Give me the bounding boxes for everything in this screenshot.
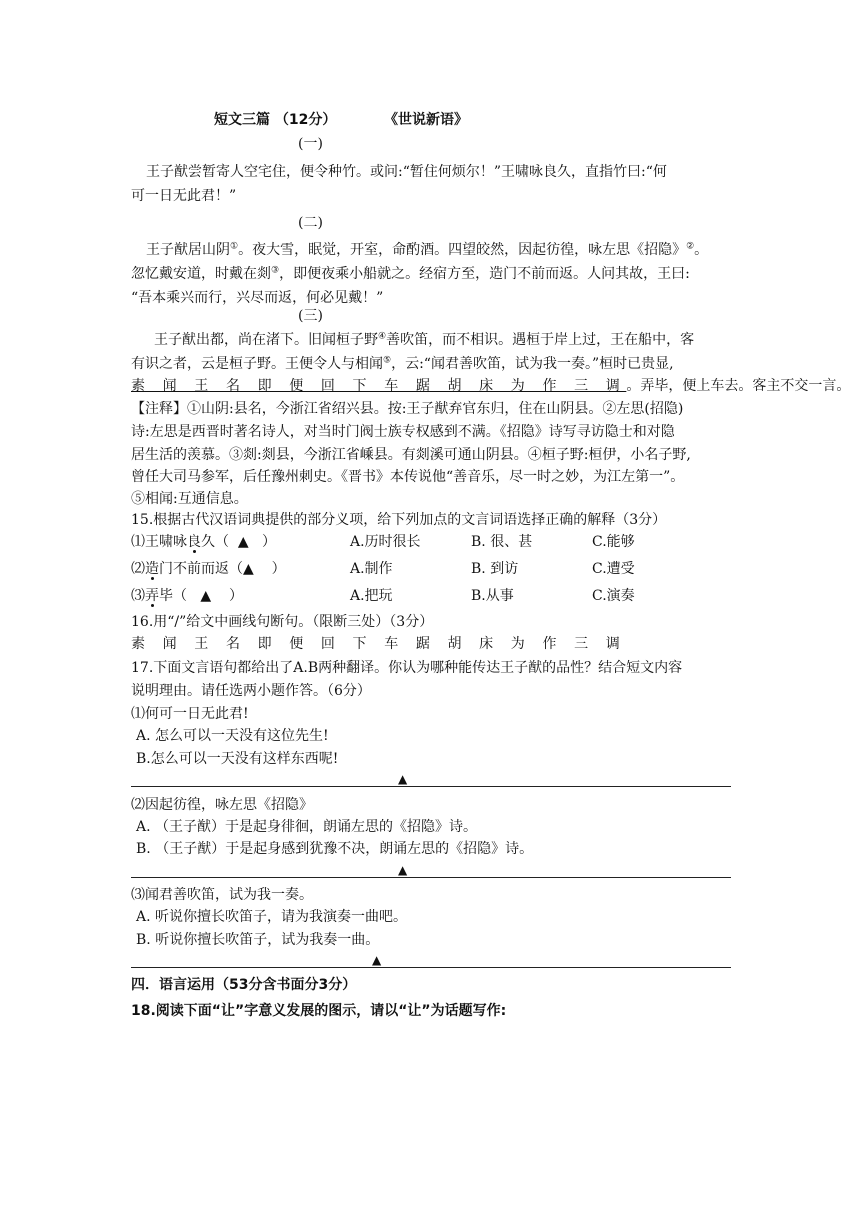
q15-2-option-c: C.遭受	[592, 561, 635, 577]
notes-line-2: 诗:左思是西晋时著名诗人，对当时门阀士族专权感到不满。《招隐》诗写寻访隐士和对隐	[131, 424, 675, 440]
q15-1-option-a: A.历时很长	[350, 534, 421, 550]
q17-stem-line-2: 说明理由。请任选两小题作答。（6分）	[131, 683, 371, 699]
passage-2-text: ，即便夜乘小船就之。经宿方至，造门不前而返。人问其故，王曰:	[279, 266, 690, 282]
notes-line-5: ⑤相闻:互通信息。	[131, 491, 248, 507]
passage-1-heading: (一)	[298, 136, 323, 152]
answer-blank: ▲	[200, 588, 212, 604]
passage-3-line-1	[154, 330, 754, 350]
answer-mark-2: ▲	[398, 863, 408, 877]
passage-1-line-1: 王子猷尝暂寄人空宅住，便令种竹。或问:“暂住何烦尔！”王啸咏良久，直指竹曰:“何	[146, 164, 667, 180]
q15-stem: 15.根据古代汉语词典提供的部分义项，给下列加点的文言词语选择正确的解释（3分）	[131, 512, 667, 528]
note-ref-1: ①	[230, 241, 239, 252]
q15-item-text: ）	[262, 534, 277, 550]
q15-item-1	[131, 532, 276, 552]
dotted-word: 弄	[145, 588, 159, 604]
passage-3-text: 王子猷出都，尚在渚下。旧闻桓子野	[154, 332, 378, 348]
passage-3-text: 有识之者，云是桓子野。王便令人与相闻	[131, 356, 383, 372]
q15-item-text: 毕（	[159, 588, 187, 604]
passage-2-line-1: 王子猷居山阴①。夜大雪，眠觉，开室，命酌酒。四望皎然，因起彷徨，咏左思《招隐》②。	[146, 241, 709, 258]
q17-2-translation-b: B. （王子猷）于是起身感到犹豫不决，朗诵左思的《招隐》诗。	[136, 841, 534, 857]
q15-item-text: ⑵	[131, 561, 145, 577]
q15-item-text: ⑴王啸咏	[131, 534, 187, 550]
q15-3-option-c: C.演奏	[592, 588, 635, 604]
dotted-word: 良	[187, 534, 201, 550]
note-ref-3: ③	[271, 265, 280, 276]
q17-sentence-2: ⑵因起彷徨，咏左思《招隐》	[131, 797, 313, 813]
note-ref-5: ⑤	[383, 355, 392, 366]
q15-item-text: 久（	[201, 534, 229, 550]
passage-2-text: 王子猷居山阴	[146, 242, 230, 258]
answer-line-1	[131, 786, 731, 787]
notes-line-1: 【注释】①山阴:县名，今浙江省绍兴县。按:王子猷弃官东归，住在山阴县。②左思(招隐)	[131, 401, 684, 417]
passage-2-text: 。夜大雪，眠觉，开室，命酌酒。四望皎然，因起彷徨，咏左思《招隐》	[238, 242, 687, 258]
notes-line-3: 居生活的羡慕。③剡:剡县，今浙江省嵊县。有剡溪可通山阴县。④桓子野:桓伊，小名子野,	[131, 447, 691, 463]
q15-item-text: ⑶	[131, 588, 145, 604]
passage-2-line-2	[131, 264, 731, 284]
q17-sentence-3: ⑶闻君善吹笛，试为我一奏。	[131, 887, 313, 903]
dotted-word: 造	[145, 561, 159, 577]
q15-item-3	[131, 586, 243, 606]
passage-3-heading: (三)	[298, 308, 323, 324]
passage-1-line-2: 可一日无此君！”	[131, 188, 237, 204]
q17-sentence-1: ⑴何可一日无此君!	[131, 706, 249, 722]
answer-blank: ▲	[237, 534, 249, 550]
q15-item-text: ）	[271, 561, 286, 577]
q15-item-text: 门不前而返（	[159, 561, 243, 577]
q15-3-option-b: B.从事	[471, 588, 514, 604]
passage-3-line-3	[131, 376, 851, 396]
answer-line-3	[131, 967, 731, 968]
answer-mark-3: ▲	[372, 953, 382, 967]
q17-1-translation-a: A. 怎么可以一天没有这位先生!	[136, 728, 329, 744]
passage-2-heading: (二)	[298, 215, 323, 231]
answer-blank: ▲	[243, 561, 254, 577]
q17-3-translation-a: A. 听说你擅长吹笛子，请为我演奏一曲吧。	[136, 909, 408, 925]
q17-stem-line-1: 17.下面文言语句都给出了A.B两种翻译。你认为哪种能传达王子猷的品性？结合短文内容	[131, 660, 683, 676]
q17-2-translation-a: A. （王子猷）于是起身徘徊，朗诵左思的《招隐》诗。	[136, 819, 478, 835]
q15-item-2	[131, 559, 286, 579]
notes-line-4: 曾任大司马参军，后任豫州刺史。《晋书》本传说他“善音乐，尽一时之妙，为江左第一”。	[131, 469, 685, 485]
q17-1-translation-b: B.怎么可以一天没有这样东西呢!	[136, 751, 339, 767]
passage-3-text: 善吹笛，而不相识。遇桓于岸上过，王在船中，客	[386, 332, 695, 348]
note-ref-4: ④	[378, 331, 387, 342]
passage-3-text: 。弄毕，便上车去。客主不交一言。	[626, 378, 851, 394]
passage-3-text: ，云:“闻君善吹笛，试为我一奏。”桓时已贵显,	[391, 356, 674, 372]
q15-1-option-b: B. 很、甚	[471, 534, 533, 550]
q17-3-translation-b: B. 听说你擅长吹笛子，试为我奏一曲。	[136, 932, 380, 948]
q15-1-option-c: C.能够	[592, 534, 635, 550]
q15-2-option-a: A.制作	[350, 561, 393, 577]
q16-stem: 16.用“/”给文中画线句断句。（限断三处）（3分）	[131, 614, 434, 630]
passage-2-line-3: “吾本乘兴而行，兴尽而返，何必见戴！”	[131, 290, 384, 306]
q18-stem: 18.阅读下面“让”字意义发展的图示，请以“让”为话题写作:	[131, 1003, 507, 1019]
source-title: 《世说新语》	[384, 112, 468, 128]
passage-3-line-2	[131, 354, 731, 374]
note-ref-2: ②	[686, 241, 695, 252]
section-title: 短文三篇 （12分）	[214, 112, 337, 128]
answer-line-2	[131, 877, 731, 878]
passage-2-text: 忽忆戴安道，时戴在剡	[131, 266, 271, 282]
q15-3-option-a: A.把玩	[350, 588, 393, 604]
q15-item-text: ）	[228, 588, 243, 604]
q15-2-option-b: B. 到访	[471, 561, 519, 577]
section-4-heading: 四．语言运用（53分含书面分3分）	[131, 977, 357, 993]
answer-mark-1: ▲	[398, 772, 408, 786]
underlined-sentence: 素 闻 王 名 即 便 回 下 车 踞 胡 床 为 作 三 调	[131, 378, 627, 394]
q16-sentence: 素 闻 王 名 即 便 回 下 车 踞 胡 床 为 作 三 调	[131, 636, 627, 652]
